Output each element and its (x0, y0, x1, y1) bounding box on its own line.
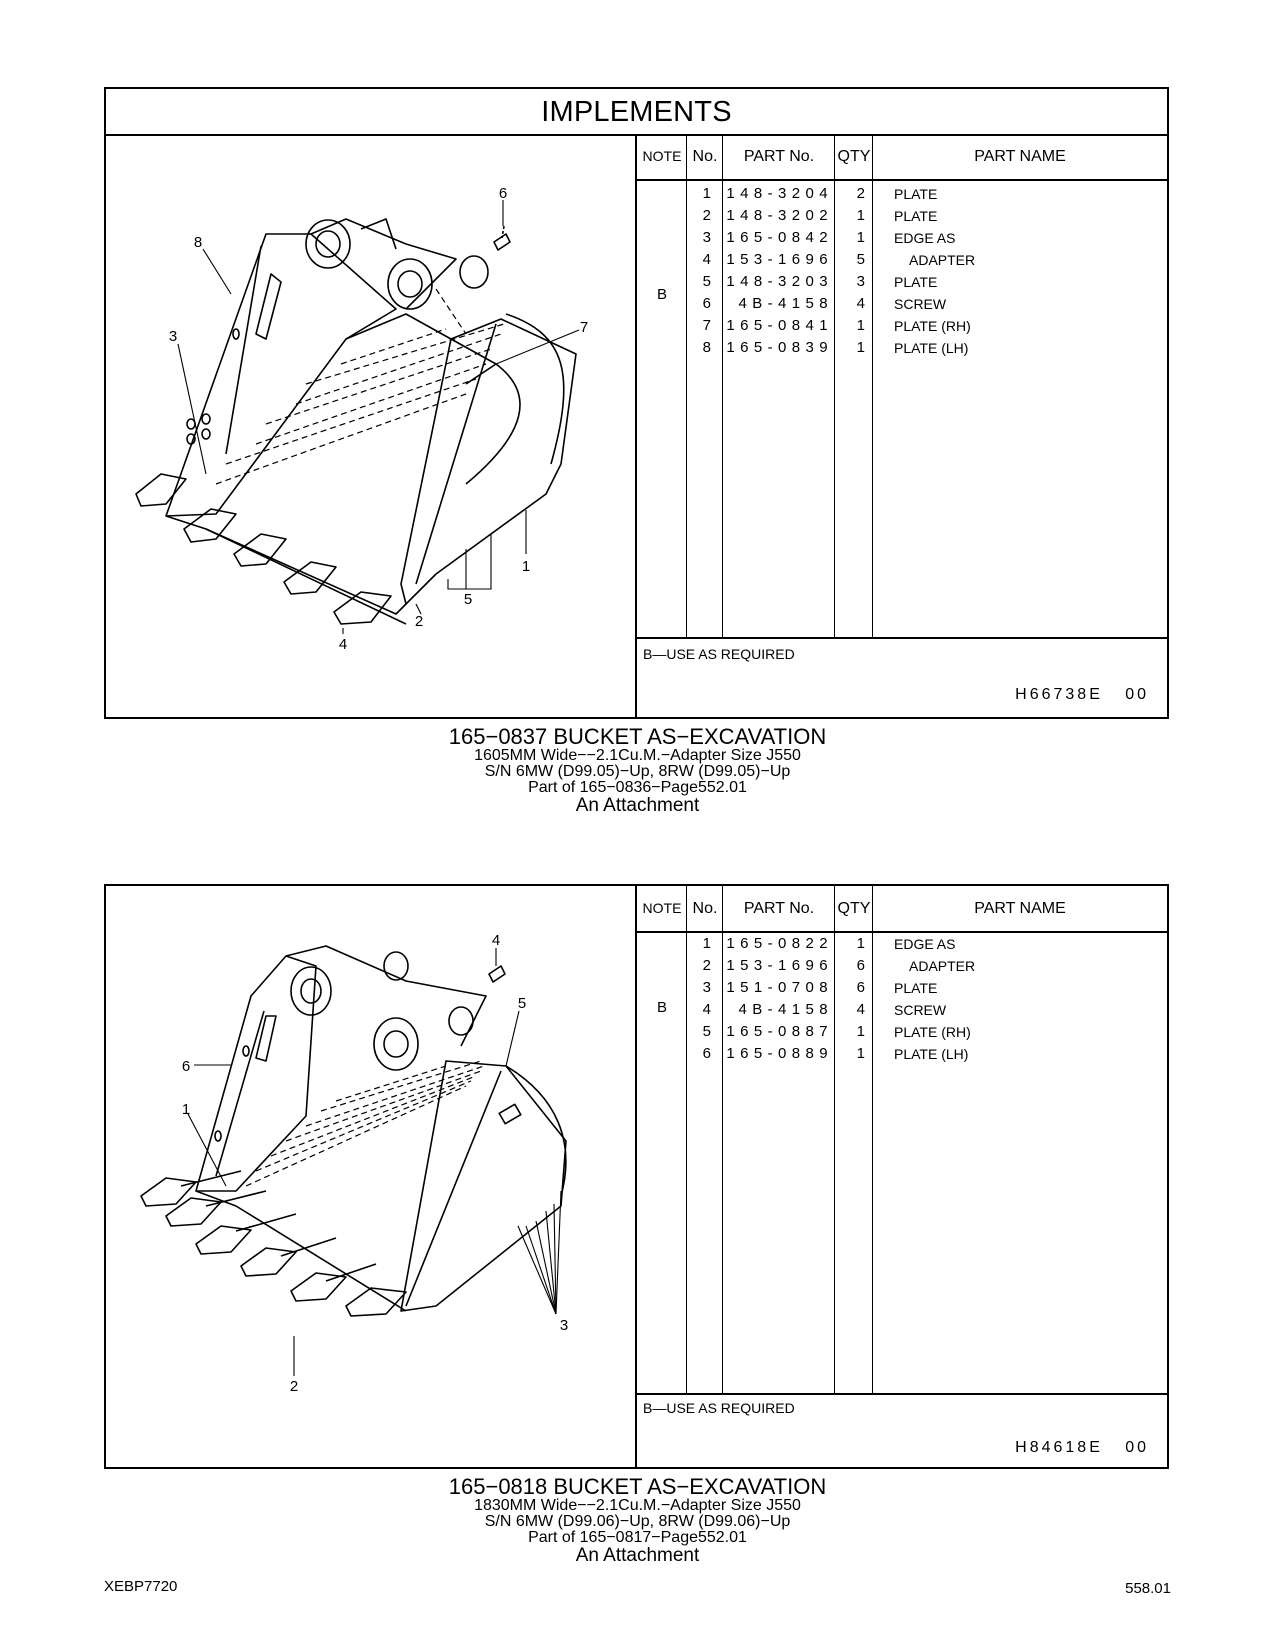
header-part-name: PART NAME (974, 148, 1066, 165)
footnote: B—USE AS REQUIRED (643, 646, 795, 662)
table-row: 6 165-0889 1 PLATE (LH) (702, 1045, 969, 1062)
caption-line: An Attachment (575, 795, 700, 816)
header-note: NOTE (642, 900, 682, 916)
caption-line: S/N 6MW (D99.05)−Up, 8RW (D99.05)−Up (484, 763, 791, 780)
callout-2: 2 (414, 613, 424, 630)
footnote: B—USE AS REQUIRED (643, 1400, 795, 1416)
header-qty: QTY (837, 900, 871, 917)
page-number: 558.01 (1125, 1580, 1171, 1597)
table-row: 3 151-0708 6 PLATE (702, 979, 938, 996)
header-no: No. (692, 148, 718, 165)
caption-title: 165−0818 BUCKET AS−EXCAVATION (448, 1474, 827, 1499)
parts-table-2 (637, 886, 1167, 1467)
bucket-illustration-1 (106, 134, 637, 717)
table-row: 1 165-0822 1 EDGE AS (702, 935, 956, 952)
section-title: IMPLEMENTS (106, 89, 1167, 136)
table-row: 8 165-0839 1 PLATE (LH) (702, 339, 969, 356)
caption-line: 1605MM Wide−−2.1Cu.M.−Adapter Size J550 (474, 747, 801, 764)
document-id: XEBP7720 (104, 1578, 178, 1595)
table-row: 3 165-0842 1 EDGE AS (702, 229, 956, 246)
table-row: 2 148-3202 1 PLATE (702, 207, 938, 224)
drawing-code: H66738E 00 (1015, 686, 1149, 703)
callout-1: 1 (181, 1101, 191, 1118)
parts-table-1 (637, 134, 1167, 717)
callout-6: 6 (498, 185, 508, 202)
table-header (637, 886, 1167, 933)
table-header (637, 134, 1167, 181)
callout-4: 4 (491, 932, 501, 949)
caption-line: Part of 165−0817−Page552.01 (528, 1529, 747, 1546)
caption-1 (0, 726, 1275, 815)
header-part-no: PART No. (743, 148, 815, 165)
drawing-code: H84618E 00 (1015, 1439, 1149, 1456)
table-row: 4 4B-4158 4 SCREW (702, 1001, 947, 1018)
bucket-illustration-2 (106, 886, 637, 1467)
caption-line: S/N 6MW (D99.06)−Up, 8RW (D99.06)−Up (484, 1513, 791, 1530)
callout-2: 2 (289, 1378, 299, 1395)
caption-line: An Attachment (575, 1545, 700, 1566)
bucket-drawing-2 (106, 886, 635, 1467)
callout-5: 5 (517, 995, 527, 1012)
table-row: 1 148-3204 2 PLATE (702, 185, 938, 202)
table-row: 4 153-1696 5 ADAPTER (702, 251, 976, 268)
table-row: 7 165-0841 1 PLATE (RH) (702, 317, 971, 334)
table-row: 5 148-3203 3 PLATE (702, 273, 938, 290)
header-note: NOTE (642, 148, 682, 164)
header-no: No. (692, 900, 718, 917)
callout-1: 1 (521, 558, 531, 575)
parts-panel-2 (104, 884, 1169, 1469)
callout-3: 3 (168, 328, 178, 345)
header-qty: QTY (837, 148, 871, 165)
note-marker: B (656, 286, 667, 303)
callout-7: 7 (579, 319, 589, 336)
caption-line: Part of 165−0836−Page552.01 (528, 779, 747, 796)
caption-title: 165−0837 BUCKET AS−EXCAVATION (448, 724, 827, 749)
parts-panel-1 (104, 87, 1169, 719)
header-part-name: PART NAME (974, 900, 1066, 917)
callout-5: 5 (463, 591, 473, 608)
table-row: 2 153-1696 6 ADAPTER (702, 957, 976, 974)
callout-6: 6 (181, 1058, 191, 1075)
caption-line: 1830MM Wide−−2.1Cu.M.−Adapter Size J550 (474, 1497, 801, 1514)
table-row: 6 4B-4158 4 SCREW (702, 295, 947, 312)
caption-2 (0, 1476, 1275, 1565)
callout-3: 3 (559, 1317, 569, 1334)
note-marker: B (656, 999, 667, 1016)
header-part-no: PART No. (743, 900, 815, 917)
callout-4: 4 (338, 636, 348, 653)
bucket-drawing-1 (106, 134, 635, 717)
table-row: 5 165-0887 1 PLATE (RH) (702, 1023, 971, 1040)
callout-8: 8 (193, 234, 203, 251)
